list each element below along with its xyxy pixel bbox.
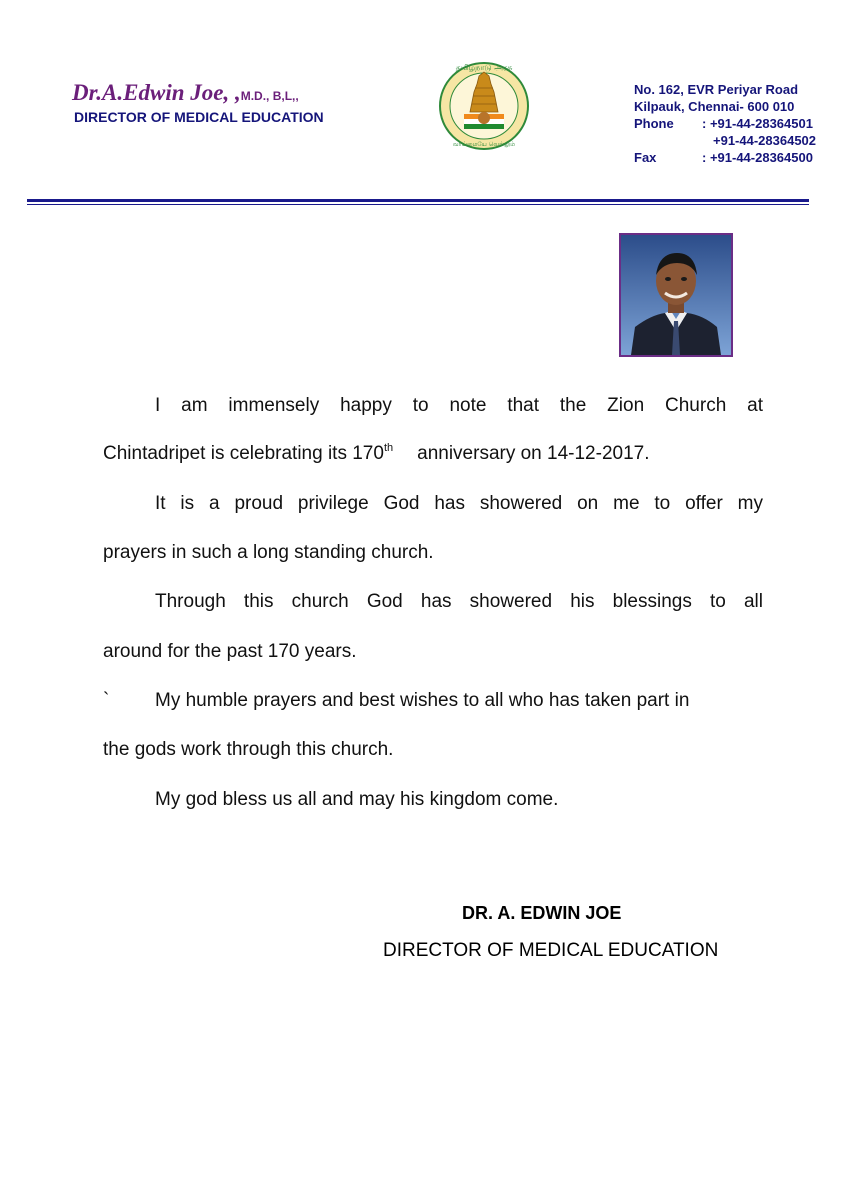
body-paragraph-3-line-1: Through this church God has showered his blessings to all xyxy=(155,591,763,612)
anniversary-text-a: Chintadripet is celebrating its 170 xyxy=(103,443,384,464)
body-paragraph-3-line-2: around for the past 170 years. xyxy=(103,641,357,662)
body-paragraph-1-line-1: I am immensely happy to note that the Zion Church at xyxy=(155,395,763,416)
stray-mark: ` xyxy=(103,690,110,711)
body-paragraph-4-line-2: the gods work through this church. xyxy=(103,739,394,760)
letterhead-name xyxy=(72,80,299,106)
fax-label: Fax xyxy=(634,150,657,165)
phone-number-1: : +91-44-28364501 xyxy=(702,116,813,131)
tamil-nadu-emblem-icon xyxy=(430,58,538,156)
body-paragraph-2-line-2: prayers in such a long standing church. xyxy=(103,542,434,563)
svg-text:தமிழ்நாடு அரசு: தமிழ்நாடு அரசு xyxy=(455,63,513,72)
svg-text:வாய்மையே வெல்லும்: வாய்மையே வெல்லும் xyxy=(452,141,516,148)
body-paragraph-2-line-1: It is a proud privilege God has showered on me to offer my xyxy=(155,493,763,514)
signature-title: DIRECTOR OF MEDICAL EDUCATION xyxy=(383,940,719,961)
signature-name: DR. A. EDWIN JOE xyxy=(462,903,622,923)
phone-label: Phone xyxy=(634,116,674,131)
address-line-1: No. 162, EVR Periyar Road xyxy=(634,82,799,97)
header-rule-thick xyxy=(27,199,809,202)
address-line-2: Kilpauk, Chennai- 600 010 xyxy=(634,99,795,114)
body-paragraph-4-line-1: My humble prayers and best wishes to all who has taken part in xyxy=(155,690,690,711)
header-rule-thin xyxy=(27,204,809,205)
portrait-photo xyxy=(619,233,733,357)
body-paragraph-1-line-2 xyxy=(103,443,763,465)
ordinal-suffix: th xyxy=(383,442,394,454)
qualifications: M.D., B,L,, xyxy=(240,89,299,103)
letterhead-title: DIRECTOR OF MEDICAL EDUCATION xyxy=(74,109,324,125)
director-name: Dr.A.Edwin Joe, , xyxy=(72,80,241,105)
body-paragraph-5: My god bless us all and may his kingdom come. xyxy=(155,789,559,810)
anniversary-text-b: anniversary on 14-12-2017. xyxy=(417,443,650,464)
phone-number-2: +91-44-28364502 xyxy=(713,133,817,148)
fax-number: : +91-44-28364500 xyxy=(702,150,813,165)
